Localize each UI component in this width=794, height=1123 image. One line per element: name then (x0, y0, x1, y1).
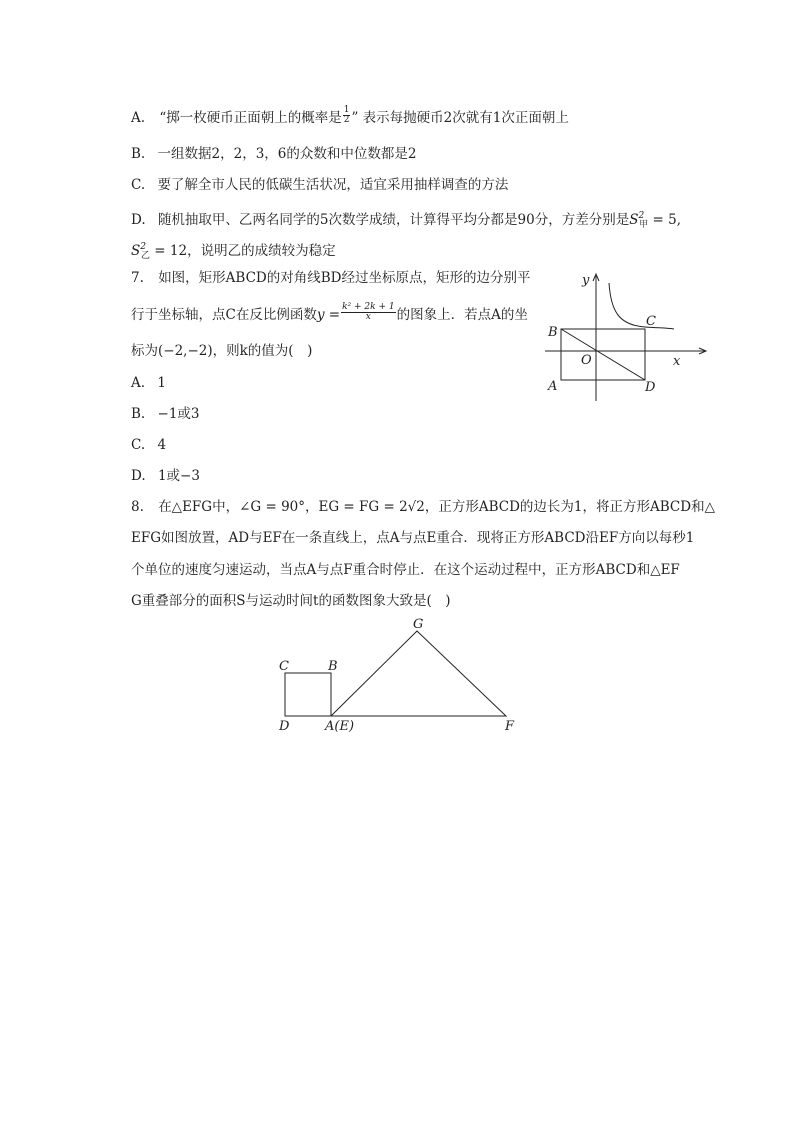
label-b: B (328, 659, 338, 674)
q6-option-d-label: D. (131, 212, 146, 228)
q7-option-d (131, 466, 200, 486)
label-b: B (548, 325, 558, 340)
label-g: G (413, 617, 424, 632)
label-d: D (645, 380, 656, 395)
q7-option-b-text: −1或3 (157, 406, 200, 422)
variance-s-yi-value: = 12 (154, 243, 188, 259)
q6-option-d-cont (131, 237, 336, 266)
q6-option-d-text-1: 随机抽取甲、乙两名同学的5次数学成绩，计算得平均分都是90分，方差分别是 (157, 212, 630, 228)
q7-option-d-label: D. (131, 468, 146, 484)
q7-stem-line-3 (131, 341, 312, 361)
q8-line-3: 个单位的速度匀速运动，当点A与点F重合时停止．在这个运动过程中，正方形ABCD和△EF (131, 562, 680, 578)
q7-line-2-b: 的图象上．若点A的坐 (396, 307, 528, 323)
q8-line-4: G重叠部分的面积S与运动时间t的函数图象大致是( ) (131, 593, 451, 609)
q7-function-fraction (341, 303, 396, 322)
q7-line-3: 标为(−2,−2)，则k的值为( ) (131, 343, 313, 359)
variance-s-yi-sub: 乙 (140, 251, 150, 261)
q6-option-a-fraction (343, 106, 351, 125)
q7-option-a-text: 1 (157, 375, 166, 391)
q6-option-a-text-2: ” 表示每抛硬币2次就有1次正面朝上 (351, 110, 569, 126)
q6-option-b (131, 144, 416, 164)
label-f: F (505, 719, 515, 734)
q7-option-b (131, 404, 200, 424)
fraction-numerator: 1 (343, 105, 350, 115)
q6-option-a (131, 105, 569, 128)
variance-s-jia: $S^2_甲$ (629, 211, 649, 230)
q7-option-b-label: B. (131, 406, 146, 422)
q7-stem-line-2 (131, 302, 528, 325)
variance-s-yi: $S^2_乙$ (131, 242, 150, 261)
q7-line-2-a: 行于坐标轴，点C在反比例函数 (131, 307, 317, 323)
q7-stem-line-1 (131, 268, 531, 288)
q8-stem-line-1 (131, 497, 715, 517)
q7-option-c-text: 4 (157, 437, 167, 453)
triangle-efg (331, 631, 506, 716)
square-abcd (285, 673, 331, 716)
fraction-denominator: 2 (343, 115, 350, 125)
q6-option-c-label: C. (131, 177, 146, 193)
q6-option-d-text-2: ，说明乙的成绩较为稳定 (187, 243, 336, 259)
q7-y-equals: y = (316, 307, 341, 323)
label-a: A (548, 379, 558, 394)
q7-option-d-text: 1或−3 (157, 468, 200, 484)
fraction-denominator: x (365, 312, 371, 322)
variance-s-jia-value: = 5, (652, 212, 681, 228)
q6-option-b-text: 一组数据2，2，3，6的众数和中位数都是2 (157, 146, 417, 162)
variance-s-jia-sup: 2 (638, 211, 645, 221)
q6-option-d (131, 206, 681, 235)
hyperbola-curve (609, 283, 674, 329)
q7-figure (540, 268, 710, 408)
q8-line-1: 在△EFG中，∠G = 90°，EG = FG = 2√2，正方形ABCD的边长为1，将正方形ABCD和△ (158, 499, 715, 515)
label-c: C (279, 659, 289, 674)
q7-option-c (131, 435, 166, 455)
q8-stem-line-4 (131, 591, 451, 611)
label-c: C (646, 314, 656, 329)
q6-option-c-text: 要了解全市人民的低碳生活状况，适宜采用抽样调查的方法 (157, 177, 509, 193)
q7-line-1: 如图，矩形ABCD的对角线BD经过坐标原点，矩形的边分别平 (158, 270, 531, 286)
q8-stem-line-3 (131, 560, 680, 580)
fraction-numerator: k² + 2k + 1 (342, 302, 395, 312)
label-y: y (582, 273, 590, 288)
q8-line-2: EFG如图放置，AD与EF在一条直线上，点A与点E重合．现将正方形ABCD沿EF方向以每秒1 (131, 530, 695, 546)
diagonal-bd (561, 329, 645, 380)
label-o: O (581, 353, 592, 368)
q8-figure (270, 612, 530, 742)
q7-option-a (131, 373, 166, 393)
q7-option-a-label: A. (131, 375, 146, 391)
variance-s-yi-sup: 2 (140, 242, 146, 252)
q6-option-b-label: B. (131, 146, 146, 162)
q7-number: 7. (131, 270, 144, 286)
label-d: D (279, 719, 290, 734)
label-x: x (673, 354, 681, 369)
label-a-e: A(E) (325, 719, 355, 734)
variance-s-jia-sub: 甲 (639, 220, 649, 230)
q6-option-c (131, 175, 508, 195)
q8-stem-line-2 (131, 528, 694, 548)
q8-number: 8. (131, 499, 144, 515)
q7-option-c-label: C. (131, 437, 146, 453)
q6-option-a-label: A. (131, 110, 146, 126)
q6-option-a-text-1: “掷一枚硬币正面朝上的概率是 (159, 110, 342, 126)
